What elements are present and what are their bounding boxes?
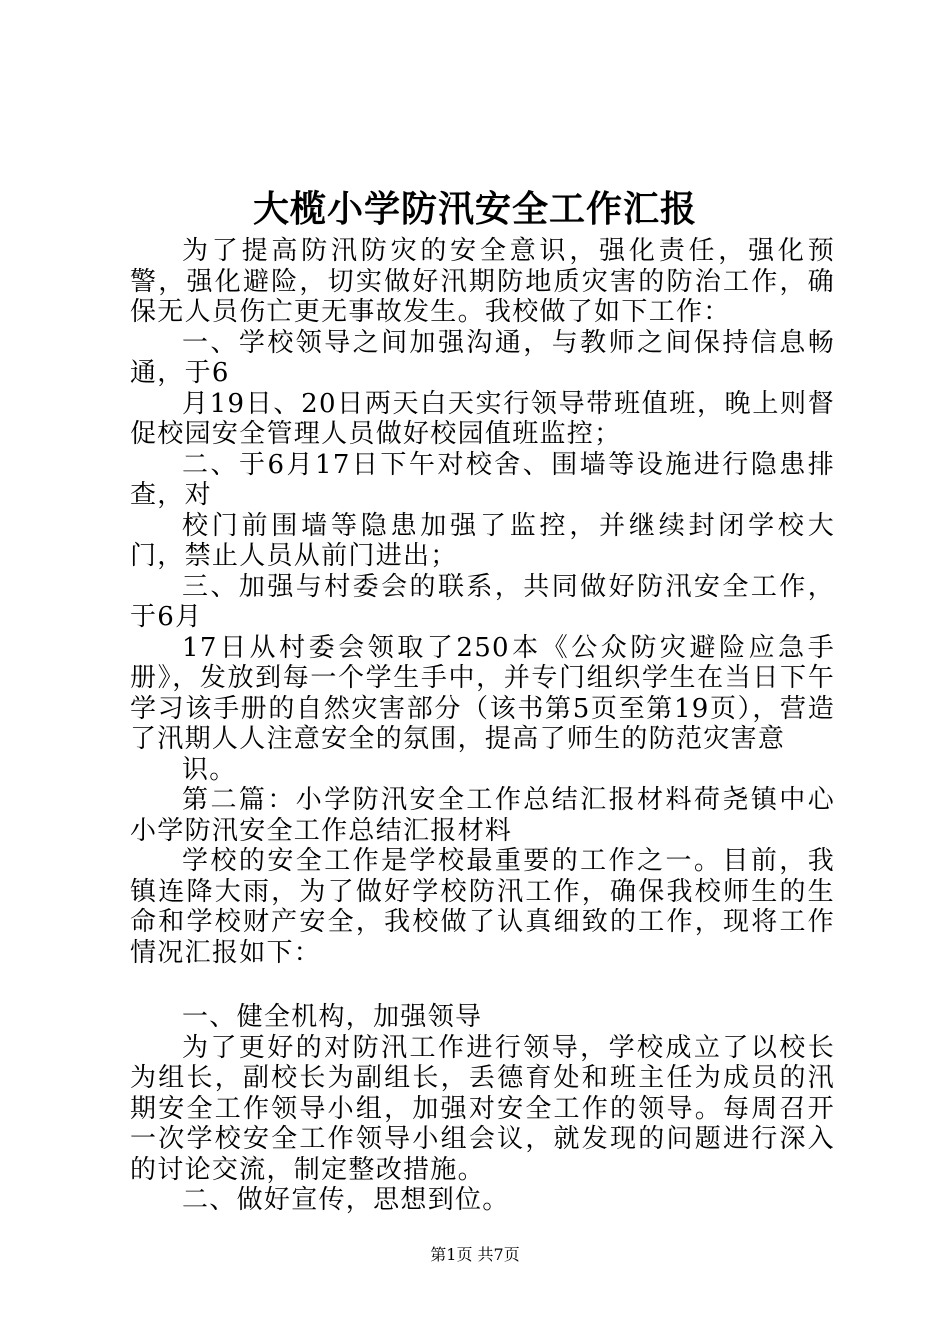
page-footer: 第1页 共7页 — [430, 1245, 520, 1264]
document-body — [130, 236, 835, 1216]
paragraph: 识。 — [182, 754, 237, 785]
paragraph: 为了提高防汛防灾的安全意识，强化责任，强化预警，强化避险，切实做好汛期防地质灾害的防治工作，确保无人员伤亡更无事故发生。我校做了如下工作： — [130, 236, 835, 327]
section-heading: 二、做好宣传，思想到位。 — [182, 1185, 510, 1215]
paragraph: 学校的安全工作是学校最重要的工作之一。目前，我镇连降大雨，为了做好学校防汛工作，确保我校师生的生命和学校财产安全，我校做了认真细致的工作，现将工作情况汇报如下： — [130, 846, 835, 968]
paragraph: 17日从村委会领取了250本《公众防灾避险应急手册》，发放到每一个学生手中，并专门组织学生在当日下午学习该手册的自然灾害部分（该书第5页至第19页），营造了汛期人人注意安全的氛围，提高了师生的防范灾害意 — [130, 632, 835, 754]
document-title: 大榄小学防汛安全工作汇报 — [252, 188, 697, 230]
paragraph: 为了更好的对防汛工作进行领导，学校成立了以校长为组长，副校长为副组长，丢德育处和班主任为成员的汛期安全工作领导小组，加强对安全工作的领导。每周召开一次学校安全工作领导小组会议，就发现的问题进行深入的讨论交流，制定整改措施。 — [130, 1032, 835, 1185]
paragraph: 月19日、20日两天白天实行领导带班值班，晚上则督促校园安全管理人员做好校园值班监控； — [130, 388, 835, 449]
section-heading: 一、健全机构，加强领导 — [182, 1002, 483, 1032]
paragraph: 校门前围墙等隐患加强了监控，并继续封闭学校大门，禁止人员从前门进出； — [130, 510, 835, 571]
paragraph: 一、学校领导之间加强沟通，与教师之间保持信息畅通，于6 — [130, 327, 835, 388]
paragraph: 第二篇：小学防汛安全工作总结汇报材料荷尧镇中心小学防汛安全工作总结汇报材料 — [130, 785, 835, 846]
paragraph: 二、于6月17日下午对校舍、围墙等设施进行隐患排查，对 — [130, 449, 835, 510]
paragraph: 三、加强与村委会的联系，共同做好防汛安全工作，于6月 — [130, 571, 835, 632]
